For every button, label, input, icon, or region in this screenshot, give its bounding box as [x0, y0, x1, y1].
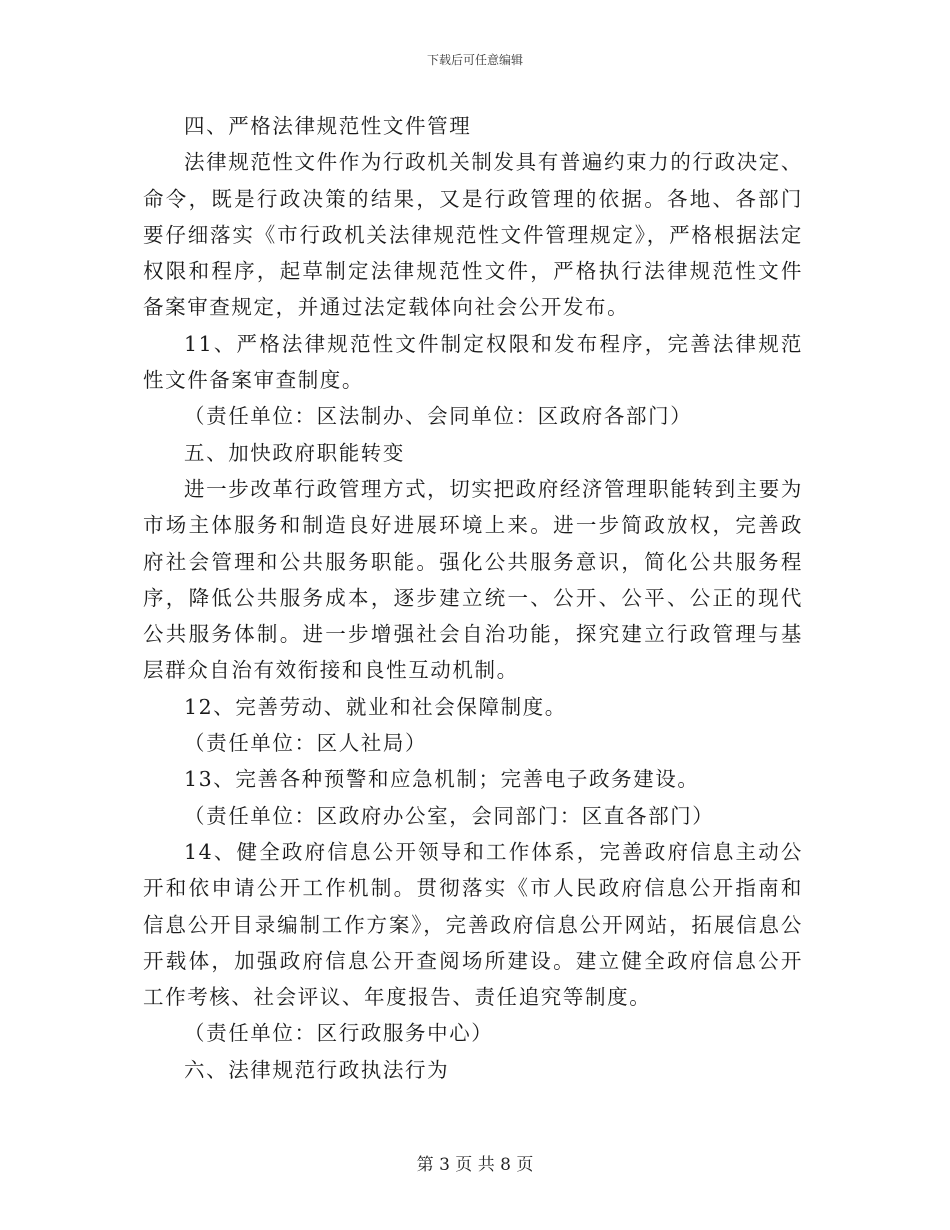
- page-number: 第 3 页 共 8 页: [416, 1155, 534, 1175]
- responsibility-note: （责任单位：区行政服务中心）: [184, 1021, 494, 1046]
- page-header-note: 下载后可任意编辑: [426, 53, 523, 67]
- body-paragraph: 进一步改革行政管理方式，切实把政府经济管理职能转到主要为市场主体服务和制造良好进展环境上来。进一步简政放权，完善政府社会管理和公共服务职能。强化公共服务意识，简化公共服务程序，降低公共服务成本，逐步建立统一、公开、公平、公正的现代公共服务体制。进一步增强社会自治功能，探究建立行政管理与基层群众自治有效衔接和良性互动机制。: [143, 476, 803, 683]
- item-12: 12、完善劳动、就业和社会保障制度。: [184, 694, 567, 719]
- item-13: 13、完善各种预警和应急机制；完善电子政务建设。: [184, 767, 700, 792]
- responsibility-note: （责任单位：区政府办公室，会同部门：区直各部门）: [184, 803, 715, 828]
- responsibility-note: （责任单位：区法制办、会同单位：区政府各部门）: [184, 404, 693, 429]
- section-heading-4: 四、严格法律规范性文件管理: [184, 114, 472, 138]
- document-body: [143, 108, 803, 1088]
- section-heading-5: 五、加快政府职能转变: [184, 440, 405, 465]
- body-paragraph: 法律规范性文件作为行政机关制发具有普遍约束力的行政决定、命令，既是行政决策的结果，又是行政管理的依据。各地、各部门要仔细落实《市行政机关法律规范性文件管理规定》，严格根据法定权限和程序，起草制定法律规范性文件，严格执行法律规范性文件备案审查规定，并通过法定载体向社会公开发布。: [143, 150, 803, 320]
- item-11: 11、严格法律规范性文件制定权限和发布程序，完善法律规范性文件备案审查制度。: [143, 331, 803, 393]
- responsibility-note: （责任单位：区人社局）: [184, 731, 428, 756]
- item-14: 14、健全政府信息公开领导和工作体系，完善政府信息主动公开和依申请公开工作机制。贯彻落实《市人民政府信息公开指南和信息公开目录编制工作方案》，完善政府信息公开网站，拓展信息公开载体，加强政府信息公开查阅场所建设。建立健全政府信息公开工作考核、社会评议、年度报告、责任追究等制度。: [143, 839, 803, 1010]
- section-heading-6: 六、法律规范行政执法行为: [184, 1057, 450, 1082]
